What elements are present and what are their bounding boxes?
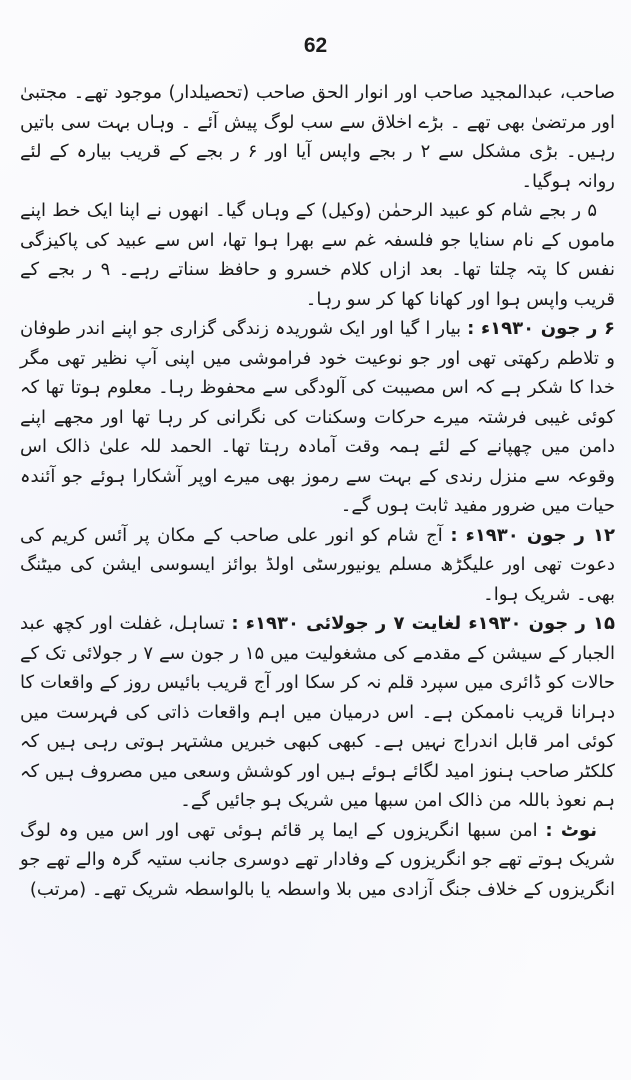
diary-entry-june-6 xyxy=(20,314,615,521)
page-number: 62 xyxy=(303,34,328,57)
entry-text: آج شام کو انور علی صاحب کے مکان پر آئس کریم کی دعوت تھی اور علیگڑھ مسلم یونیورسٹی اولڈ بوائز ایسوسی ایشن کی میٹنگ بھی۔ شریک ہوا۔ xyxy=(20,524,615,605)
diary-entry-june-12 xyxy=(20,521,615,610)
paragraph-1: صاحب، عبدالمجید صاحب اور انوار الحق صاحب (تحصیلدار) موجود تھے۔ مجتبیٰ اور مرتضیٰ بھی تھے ۔ بڑے اخلاق سے سب لوگ پیش آئے ۔ وہاں بہت سی باتیں رہیں۔ بڑی مشکل سے ۲ ر بجے واپس آیا اور ۶ ر بجے کے قریب بیارہ کے لئے روانہ ہوگیا۔ xyxy=(20,82,615,192)
entry-date: ۶ ر جون ۱۹۳۰ء : xyxy=(467,318,615,339)
entry-text: بیار ا گیا اور ایک شوریدہ زندگی گزاری جو اپنے اندر طوفان و تلاطم رکھتی تھی اور جو نوعیت خود فراموشی میں اپنی آپ نظیر تھی مگر خدا کا شکر ہے کہ اس مصیبت کی آلودگی سے محفوظ رہا۔ معلوم ہوتا تھا کہ کوئی غیبی فرشتہ میرے حرکات وسکنات کی نگرانی کر رہا تھا اور مجھے اپنے دامن میں چھپانے کے لئے ہمہ وقت آمادہ رہتا تھا۔ الحمد للہ علیٰ ذالک اس وقوعہ سے منزل رندی کے بہت سے رموز بھی میرے اوپر آشکارا ہوئے جو آئندہ حیات میں ضرور مفید ثابت ہوں گے۔ xyxy=(20,318,615,516)
entry-date: ۱۲ ر جون ۱۹۳۰ء : xyxy=(450,524,615,546)
note-label: نوٹ : xyxy=(545,819,597,841)
note-text: امن سبھا انگریزوں کے ایما پر قائم ہوئی تھی اور اس میں وہ لوگ شریک ہوتے تھے جو انگریزوں کے وفادار تھے دوسری جانب ستیہ گرہ والے تھے جو انگریزوں کے خلاف جنگ آزادی میں بلا واسطہ یا بالواسطہ شریک تھے۔ (مرتب) xyxy=(20,819,615,900)
page-body-text xyxy=(20,78,615,904)
entry-text: تساہل، غفلت اور کچھ عبد الجبار کے سیشن کے مقدمے کی مشغولیت میں ۱۵ ر جون سے ۷ ر جولائی تک کے حالات کو ڈائری میں سپرد قلم نہ کر سکا اور آج قریب بائیس روز کے واقعات کا دہرانا قریب ناممکن ہے۔ اس درمیان میں اہم واقعات ذاتی کی فہرست میں کوئی امر قابل اندراج نہیں ہے۔ کبھی کبھی خبریں مشتہر ہوتی رہی ہیں کہ کلکٹر صاحب ہنوز امید لگائے ہوئے ہیں اور کوشش وسعی میں مصروف ہیں کہ ہم نعوذ باللہ من ذالک امن سبھا میں شریک ہو جائیں گے۔ xyxy=(20,613,615,811)
paragraph-2: ۵ ر بجے شام کو عبید الرحمٰن (وکیل) کے وہاں گیا۔ انھوں نے اپنا ایک خط اپنے ماموں کے نام سنایا جو فلسفہ غم سے بھرا ہوا تھا، اس سے عبید کی پاکیزگی نفس کا پتہ چلتا تھا۔ بعد ازاں کلام خسرو و حافظ سناتے رہے۔ ۹ ر بجے کے قریب واپس ہوا اور کھانا کھا کر سو رہا۔ xyxy=(20,200,615,310)
entry-date: ۱۵ ر جون ۱۹۳۰ء لغایت ۷ ر جولائی ۱۹۳۰ء : xyxy=(231,613,615,634)
editor-note xyxy=(20,816,615,905)
diary-entry-june-15-july-7 xyxy=(20,609,615,816)
